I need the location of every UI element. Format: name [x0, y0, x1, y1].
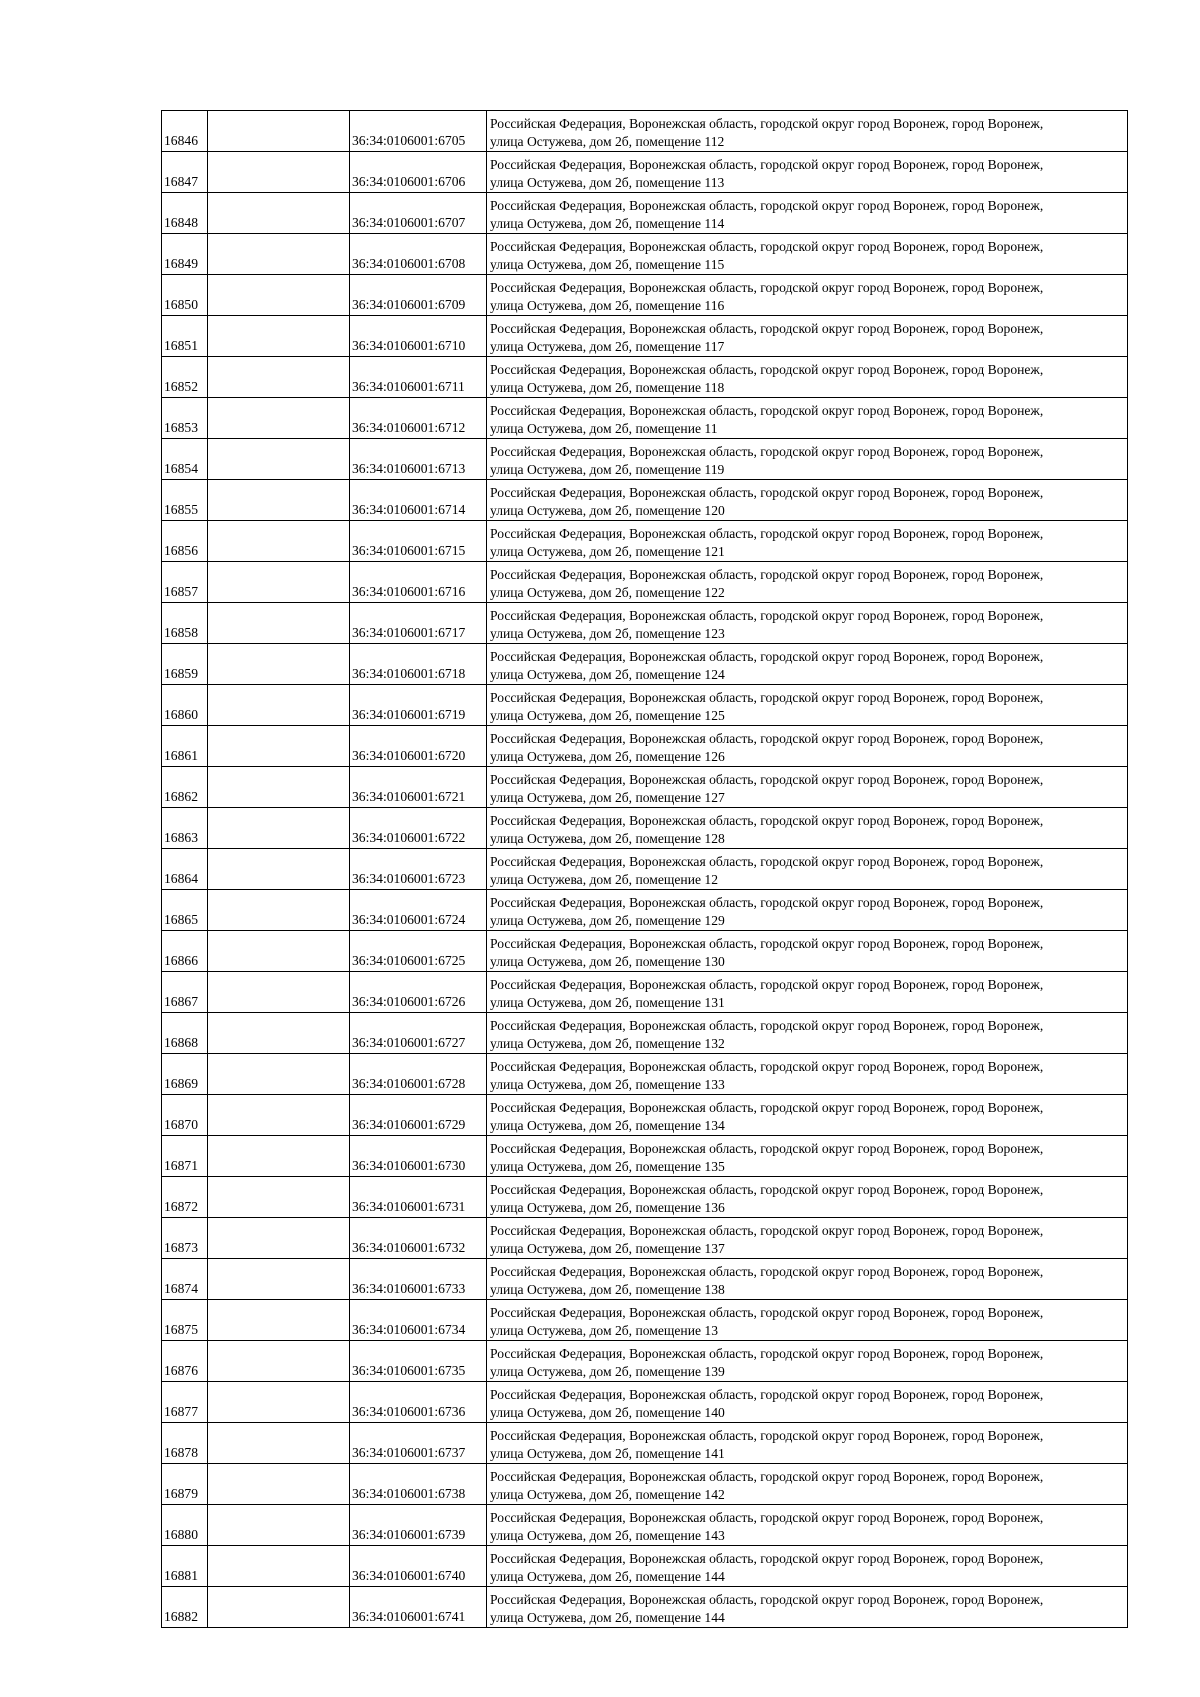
owner-cell — [208, 1300, 350, 1341]
address-line-2: улица Остужева, дом 2б, помещение 121 — [490, 544, 725, 559]
row-number: 16851 — [162, 316, 208, 357]
cadastral-number: 36:34:0106001:6741 — [350, 1587, 487, 1628]
table-row — [162, 480, 1128, 521]
address-cell — [487, 1136, 1128, 1177]
row-number: 16872 — [162, 1177, 208, 1218]
row-number: 16874 — [162, 1259, 208, 1300]
owner-cell — [208, 685, 350, 726]
table-row — [162, 439, 1128, 480]
table-row — [162, 234, 1128, 275]
address-line-1: Российская Федерация, Воронежская область, городской округ город Воронеж, город Воронеж, — [490, 1305, 1044, 1320]
address-line-1: Российская Федерация, Воронежская область, городской округ город Воронеж, город Воронеж, — [490, 977, 1044, 992]
table-row — [162, 1423, 1128, 1464]
owner-cell — [208, 1177, 350, 1218]
address-line-1: Российская Федерация, Воронежская область, городской округ город Воронеж, город Воронеж, — [490, 690, 1044, 705]
table-row — [162, 767, 1128, 808]
owner-cell — [208, 808, 350, 849]
owner-cell — [208, 1136, 350, 1177]
cadastral-number: 36:34:0106001:6726 — [350, 972, 487, 1013]
address-cell — [487, 972, 1128, 1013]
address-line-2: улица Остужева, дом 2б, помещение 114 — [490, 216, 725, 231]
table-row — [162, 1177, 1128, 1218]
table-row — [162, 1546, 1128, 1587]
table-row — [162, 562, 1128, 603]
table-row — [162, 1300, 1128, 1341]
owner-cell — [208, 152, 350, 193]
cadastral-number: 36:34:0106001:6716 — [350, 562, 487, 603]
cadastral-number: 36:34:0106001:6717 — [350, 603, 487, 644]
cadastral-number: 36:34:0106001:6718 — [350, 644, 487, 685]
cadastral-number: 36:34:0106001:6710 — [350, 316, 487, 357]
row-number: 16882 — [162, 1587, 208, 1628]
address-line-2: улица Остужева, дом 2б, помещение 143 — [490, 1528, 725, 1543]
address-line-1: Российская Федерация, Воронежская область, городской округ город Воронеж, город Воронеж, — [490, 731, 1044, 746]
owner-cell — [208, 890, 350, 931]
address-line-2: улица Остужева, дом 2б, помещение 112 — [490, 134, 725, 149]
cadastral-number: 36:34:0106001:6733 — [350, 1259, 487, 1300]
row-number: 16865 — [162, 890, 208, 931]
address-cell — [487, 275, 1128, 316]
row-number: 16854 — [162, 439, 208, 480]
row-number: 16873 — [162, 1218, 208, 1259]
address-line-2: улица Остужева, дом 2б, помещение 139 — [490, 1364, 725, 1379]
owner-cell — [208, 644, 350, 685]
address-cell — [487, 1013, 1128, 1054]
row-number: 16881 — [162, 1546, 208, 1587]
cadastral-number: 36:34:0106001:6734 — [350, 1300, 487, 1341]
cadastral-number: 36:34:0106001:6706 — [350, 152, 487, 193]
address-cell — [487, 726, 1128, 767]
row-number: 16869 — [162, 1054, 208, 1095]
address-line-2: улица Остужева, дом 2б, помещение 135 — [490, 1159, 725, 1174]
cadastral-number: 36:34:0106001:6737 — [350, 1423, 487, 1464]
table-row — [162, 275, 1128, 316]
address-line-2: улица Остужева, дом 2б, помещение 116 — [490, 298, 725, 313]
address-cell — [487, 767, 1128, 808]
owner-cell — [208, 234, 350, 275]
row-number: 16850 — [162, 275, 208, 316]
address-line-2: улица Остужева, дом 2б, помещение 123 — [490, 626, 725, 641]
table-row — [162, 1013, 1128, 1054]
address-cell — [487, 890, 1128, 931]
owner-cell — [208, 275, 350, 316]
table-row — [162, 1505, 1128, 1546]
table-row — [162, 398, 1128, 439]
address-line-2: улица Остужева, дом 2б, помещение 122 — [490, 585, 725, 600]
row-number: 16847 — [162, 152, 208, 193]
address-line-2: улица Остужева, дом 2б, помещение 134 — [490, 1118, 725, 1133]
cadastral-number: 36:34:0106001:6705 — [350, 111, 487, 152]
address-line-2: улица Остужева, дом 2б, помещение 128 — [490, 831, 725, 846]
address-line-2: улица Остужева, дом 2б, помещение 119 — [490, 462, 725, 477]
row-number: 16870 — [162, 1095, 208, 1136]
address-line-1: Российская Федерация, Воронежская область, городской округ город Воронеж, город Воронеж, — [490, 1100, 1044, 1115]
address-line-2: улица Остужева, дом 2б, помещение 115 — [490, 257, 725, 272]
address-line-1: Российская Федерация, Воронежская область, городской округ город Воронеж, город Воронеж, — [490, 1592, 1044, 1607]
cadastral-number: 36:34:0106001:6715 — [350, 521, 487, 562]
row-number: 16867 — [162, 972, 208, 1013]
address-line-2: улица Остужева, дом 2б, помещение 137 — [490, 1241, 725, 1256]
table-row — [162, 1095, 1128, 1136]
row-number: 16875 — [162, 1300, 208, 1341]
address-line-1: Российская Федерация, Воронежская область, городской округ город Воронеж, город Воронеж, — [490, 567, 1044, 582]
address-cell — [487, 316, 1128, 357]
address-line-1: Российская Федерация, Воронежская область, городской округ город Воронеж, город Воронеж, — [490, 1551, 1044, 1566]
row-number: 16871 — [162, 1136, 208, 1177]
cadastral-number: 36:34:0106001:6731 — [350, 1177, 487, 1218]
owner-cell — [208, 111, 350, 152]
address-line-1: Российская Федерация, Воронежская область, городской округ город Воронеж, город Воронеж, — [490, 772, 1044, 787]
owner-cell — [208, 1546, 350, 1587]
cadastral-number: 36:34:0106001:6714 — [350, 480, 487, 521]
cadastral-number: 36:34:0106001:6713 — [350, 439, 487, 480]
address-line-1: Российская Федерация, Воронежская область, городской округ город Воронеж, город Воронеж, — [490, 1223, 1044, 1238]
cadastral-number: 36:34:0106001:6730 — [350, 1136, 487, 1177]
owner-cell — [208, 1013, 350, 1054]
table-row — [162, 726, 1128, 767]
address-cell — [487, 808, 1128, 849]
row-number: 16879 — [162, 1464, 208, 1505]
owner-cell — [208, 316, 350, 357]
owner-cell — [208, 1341, 350, 1382]
owner-cell — [208, 562, 350, 603]
owner-cell — [208, 357, 350, 398]
row-number: 16853 — [162, 398, 208, 439]
row-number: 16857 — [162, 562, 208, 603]
cadastral-number: 36:34:0106001:6708 — [350, 234, 487, 275]
cadastral-number: 36:34:0106001:6727 — [350, 1013, 487, 1054]
cadastral-number: 36:34:0106001:6724 — [350, 890, 487, 931]
table-row — [162, 152, 1128, 193]
cadastral-number: 36:34:0106001:6732 — [350, 1218, 487, 1259]
cadastral-number: 36:34:0106001:6707 — [350, 193, 487, 234]
address-line-1: Российская Федерация, Воронежская область, городской округ город Воронеж, город Воронеж, — [490, 854, 1044, 869]
owner-cell — [208, 1218, 350, 1259]
owner-cell — [208, 726, 350, 767]
address-cell — [487, 1054, 1128, 1095]
cadastral-number: 36:34:0106001:6735 — [350, 1341, 487, 1382]
cadastral-number: 36:34:0106001:6711 — [350, 357, 487, 398]
address-line-1: Российская Федерация, Воронежская область, городской округ город Воронеж, город Воронеж, — [490, 1264, 1044, 1279]
address-line-2: улица Остужева, дом 2б, помещение 130 — [490, 954, 725, 969]
address-line-2: улица Остужева, дом 2б, помещение 141 — [490, 1446, 725, 1461]
cadastral-number: 36:34:0106001:6723 — [350, 849, 487, 890]
cadastral-number: 36:34:0106001:6736 — [350, 1382, 487, 1423]
cadastral-number: 36:34:0106001:6738 — [350, 1464, 487, 1505]
address-line-2: улица Остужева, дом 2б, помещение 120 — [490, 503, 725, 518]
address-line-1: Российская Федерация, Воронежская область, городской округ город Воронеж, город Воронеж, — [490, 362, 1044, 377]
address-cell — [487, 1341, 1128, 1382]
address-cell — [487, 152, 1128, 193]
table-row — [162, 316, 1128, 357]
owner-cell — [208, 1382, 350, 1423]
address-cell — [487, 1382, 1128, 1423]
owner-cell — [208, 1464, 350, 1505]
row-number: 16861 — [162, 726, 208, 767]
address-line-1: Российская Федерация, Воронежская область, городской округ город Воронеж, город Воронеж, — [490, 485, 1044, 500]
address-line-2: улица Остужева, дом 2б, помещение 11 — [490, 421, 718, 436]
address-line-2: улица Остужева, дом 2б, помещение 127 — [490, 790, 725, 805]
cadastral-number: 36:34:0106001:6722 — [350, 808, 487, 849]
row-number: 16876 — [162, 1341, 208, 1382]
address-line-2: улица Остужева, дом 2б, помещение 117 — [490, 339, 725, 354]
row-number: 16849 — [162, 234, 208, 275]
address-cell — [487, 193, 1128, 234]
address-line-1: Российская Федерация, Воронежская область, городской округ город Воронеж, город Воронеж, — [490, 813, 1044, 828]
owner-cell — [208, 521, 350, 562]
table-row — [162, 1464, 1128, 1505]
table-row — [162, 1341, 1128, 1382]
address-line-1: Российская Федерация, Воронежская область, городской округ город Воронеж, город Воронеж, — [490, 608, 1044, 623]
row-number: 16859 — [162, 644, 208, 685]
table-row — [162, 1054, 1128, 1095]
table-row — [162, 1587, 1128, 1628]
address-line-1: Российская Федерация, Воронежская область, городской округ город Воронеж, город Воронеж, — [490, 239, 1044, 254]
row-number: 16848 — [162, 193, 208, 234]
table-row — [162, 890, 1128, 931]
row-number: 16858 — [162, 603, 208, 644]
address-cell — [487, 480, 1128, 521]
table-row — [162, 685, 1128, 726]
address-line-1: Российская Федерация, Воронежская область, городской округ город Воронеж, город Воронеж, — [490, 1387, 1044, 1402]
address-cell — [487, 1464, 1128, 1505]
table-row — [162, 972, 1128, 1013]
address-line-2: улица Остужева, дом 2б, помещение 140 — [490, 1405, 725, 1420]
address-line-1: Российская Федерация, Воронежская область, городской округ город Воронеж, город Воронеж, — [490, 1182, 1044, 1197]
table-row — [162, 644, 1128, 685]
owner-cell — [208, 1423, 350, 1464]
address-cell — [487, 1177, 1128, 1218]
address-cell — [487, 1259, 1128, 1300]
address-line-1: Российская Федерация, Воронежская область, городской округ город Воронеж, город Воронеж, — [490, 1428, 1044, 1443]
registry-table-body — [162, 111, 1128, 1628]
owner-cell — [208, 398, 350, 439]
row-number: 16862 — [162, 767, 208, 808]
address-line-1: Российская Федерация, Воронежская область, городской округ город Воронеж, город Воронеж, — [490, 403, 1044, 418]
address-cell — [487, 931, 1128, 972]
address-line-2: улица Остужева, дом 2б, помещение 13 — [490, 1323, 718, 1338]
address-line-2: улица Остужева, дом 2б, помещение 125 — [490, 708, 725, 723]
address-cell — [487, 644, 1128, 685]
owner-cell — [208, 1095, 350, 1136]
address-line-1: Российская Федерация, Воронежская область, городской округ город Воронеж, город Воронеж, — [490, 895, 1044, 910]
row-number: 16852 — [162, 357, 208, 398]
cadastral-number: 36:34:0106001:6720 — [350, 726, 487, 767]
table-row — [162, 603, 1128, 644]
cadastral-number: 36:34:0106001:6728 — [350, 1054, 487, 1095]
property-registry-table — [161, 110, 1128, 1628]
cadastral-number: 36:34:0106001:6721 — [350, 767, 487, 808]
address-line-2: улица Остужева, дом 2б, помещение 144 — [490, 1569, 725, 1584]
address-line-2: улица Остужева, дом 2б, помещение 138 — [490, 1282, 725, 1297]
row-number: 16880 — [162, 1505, 208, 1546]
table-row — [162, 849, 1128, 890]
address-line-2: улица Остужева, дом 2б, помещение 131 — [490, 995, 725, 1010]
table-row — [162, 1218, 1128, 1259]
owner-cell — [208, 193, 350, 234]
address-line-2: улица Остужева, дом 2б, помещение 12 — [490, 872, 718, 887]
table-row — [162, 357, 1128, 398]
address-cell — [487, 398, 1128, 439]
address-line-2: улица Остужева, дом 2б, помещение 113 — [490, 175, 725, 190]
address-line-1: Российская Федерация, Воронежская область, городской округ город Воронеж, город Воронеж, — [490, 1059, 1044, 1074]
address-cell — [487, 521, 1128, 562]
table-row — [162, 1136, 1128, 1177]
owner-cell — [208, 1587, 350, 1628]
owner-cell — [208, 849, 350, 890]
table-row — [162, 1259, 1128, 1300]
address-cell — [487, 1505, 1128, 1546]
owner-cell — [208, 603, 350, 644]
address-cell — [487, 1218, 1128, 1259]
cadastral-number: 36:34:0106001:6719 — [350, 685, 487, 726]
table-row — [162, 1382, 1128, 1423]
address-line-2: улица Остужева, дом 2б, помещение 126 — [490, 749, 725, 764]
address-cell — [487, 439, 1128, 480]
address-line-1: Российская Федерация, Воронежская область, городской округ город Воронеж, город Воронеж, — [490, 1018, 1044, 1033]
address-line-2: улица Остужева, дом 2б, помещение 133 — [490, 1077, 725, 1092]
owner-cell — [208, 1505, 350, 1546]
row-number: 16878 — [162, 1423, 208, 1464]
address-line-2: улица Остужева, дом 2б, помещение 118 — [490, 380, 725, 395]
cadastral-number: 36:34:0106001:6712 — [350, 398, 487, 439]
address-line-1: Российская Федерация, Воронежская область, городской округ город Воронеж, город Воронеж, — [490, 280, 1044, 295]
row-number: 16846 — [162, 111, 208, 152]
address-line-2: улица Остужева, дом 2б, помещение 144 — [490, 1610, 725, 1625]
row-number: 16860 — [162, 685, 208, 726]
cadastral-number: 36:34:0106001:6709 — [350, 275, 487, 316]
address-cell — [487, 685, 1128, 726]
address-cell — [487, 1095, 1128, 1136]
cadastral-number: 36:34:0106001:6740 — [350, 1546, 487, 1587]
address-cell — [487, 1423, 1128, 1464]
row-number: 16866 — [162, 931, 208, 972]
table-row — [162, 193, 1128, 234]
address-line-1: Российская Федерация, Воронежская область, городской округ город Воронеж, город Воронеж, — [490, 1346, 1044, 1361]
address-line-2: улица Остужева, дом 2б, помещение 129 — [490, 913, 725, 928]
address-line-1: Российская Федерация, Воронежская область, городской округ город Воронеж, город Воронеж, — [490, 1141, 1044, 1156]
owner-cell — [208, 972, 350, 1013]
address-line-2: улица Остужева, дом 2б, помещение 124 — [490, 667, 725, 682]
address-cell — [487, 1587, 1128, 1628]
table-row — [162, 808, 1128, 849]
address-line-1: Российская Федерация, Воронежская область, городской округ город Воронеж, город Воронеж, — [490, 198, 1044, 213]
table-row — [162, 931, 1128, 972]
cadastral-number: 36:34:0106001:6725 — [350, 931, 487, 972]
row-number: 16868 — [162, 1013, 208, 1054]
owner-cell — [208, 767, 350, 808]
address-line-1: Российская Федерация, Воронежская область, городской округ город Воронеж, город Воронеж, — [490, 1510, 1044, 1525]
address-line-1: Российская Федерация, Воронежская область, городской округ город Воронеж, город Воронеж, — [490, 1469, 1044, 1484]
row-number: 16864 — [162, 849, 208, 890]
address-cell — [487, 111, 1128, 152]
address-cell — [487, 357, 1128, 398]
owner-cell — [208, 1259, 350, 1300]
address-cell — [487, 1546, 1128, 1587]
cadastral-number: 36:34:0106001:6739 — [350, 1505, 487, 1546]
address-cell — [487, 849, 1128, 890]
address-line-2: улица Остужева, дом 2б, помещение 136 — [490, 1200, 725, 1215]
row-number: 16856 — [162, 521, 208, 562]
cadastral-number: 36:34:0106001:6729 — [350, 1095, 487, 1136]
address-line-1: Российская Федерация, Воронежская область, городской округ город Воронеж, город Воронеж, — [490, 649, 1044, 664]
row-number: 16855 — [162, 480, 208, 521]
address-line-2: улица Остужева, дом 2б, помещение 132 — [490, 1036, 725, 1051]
owner-cell — [208, 931, 350, 972]
row-number: 16863 — [162, 808, 208, 849]
table-row — [162, 521, 1128, 562]
table-row — [162, 111, 1128, 152]
address-cell — [487, 234, 1128, 275]
address-line-1: Российская Федерация, Воронежская область, городской округ город Воронеж, город Воронеж, — [490, 321, 1044, 336]
owner-cell — [208, 439, 350, 480]
row-number: 16877 — [162, 1382, 208, 1423]
address-line-1: Российская Федерация, Воронежская область, городской округ город Воронеж, город Воронеж, — [490, 526, 1044, 541]
address-cell — [487, 1300, 1128, 1341]
address-line-2: улица Остужева, дом 2б, помещение 142 — [490, 1487, 725, 1502]
owner-cell — [208, 480, 350, 521]
address-line-1: Российская Федерация, Воронежская область, городской округ город Воронеж, город Воронеж, — [490, 116, 1044, 131]
address-cell — [487, 562, 1128, 603]
address-line-1: Российская Федерация, Воронежская область, городской округ город Воронеж, город Воронеж, — [490, 157, 1044, 172]
address-line-1: Российская Федерация, Воронежская область, городской округ город Воронеж, город Воронеж, — [490, 936, 1044, 951]
address-line-1: Российская Федерация, Воронежская область, городской округ город Воронеж, город Воронеж, — [490, 444, 1044, 459]
owner-cell — [208, 1054, 350, 1095]
address-cell — [487, 603, 1128, 644]
